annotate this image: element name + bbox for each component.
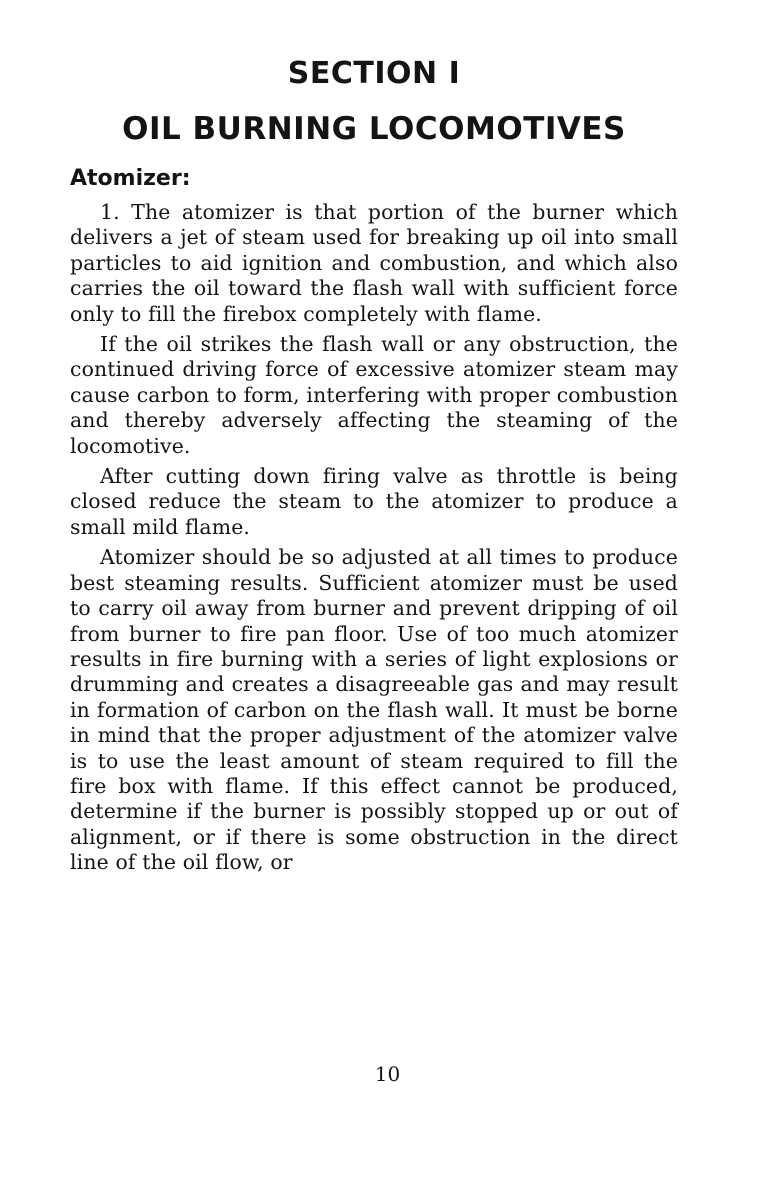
chapter-title: OIL BURNING LOCOMOTIVES [122,111,626,147]
paragraph-4: Atomizer should be so adjusted at all times to produce best steaming results. Sufficient atomizer must be used to carry oil away from burner and prevent dripping of oil from burner to fire pan floor. Use of too much atomizer results in fire burning with a series of light explosions or drumming and creates a disagreeable gas and may result in formation of carbon on the flash wall. It must be borne in mind that the proper adjustment of the atomizer valve is to use the least amount of steam required to fill the fire box with flame. If this effect cannot be produced, determine if the burner is possibly stopped up or out of alignment, or if there is some obstruction in the direct line of the oil flow, or [70,545,678,875]
body-text [70,200,678,876]
paragraph-2: If the oil strikes the flash wall or any obstruction, the continued driving force of excessive atomizer steam may cause carbon to form, interfering with proper combustion and thereby adversely affecting the steaming of the locomotive. [70,332,678,458]
subsection-heading: Atomizer: [70,166,191,191]
paragraph-1 [70,200,678,327]
document-page [70,52,678,881]
page-number: 10 [374,1062,401,1086]
paragraph-text: The atomizer is that portion of the burner which delivers a jet of steam used for breaking up oil into small particles to aid ignition and combustion, and which also carries the oil toward the flash wall with sufficient force only to fill the firebox completely with flame. [70,200,678,326]
paragraph-3: After cutting down firing valve as throttle is being closed reduce the steam to the atomizer to produce a small mild flame. [70,464,678,539]
paragraph-number: 1. [100,200,120,224]
section-label: SECTION I [287,56,461,91]
